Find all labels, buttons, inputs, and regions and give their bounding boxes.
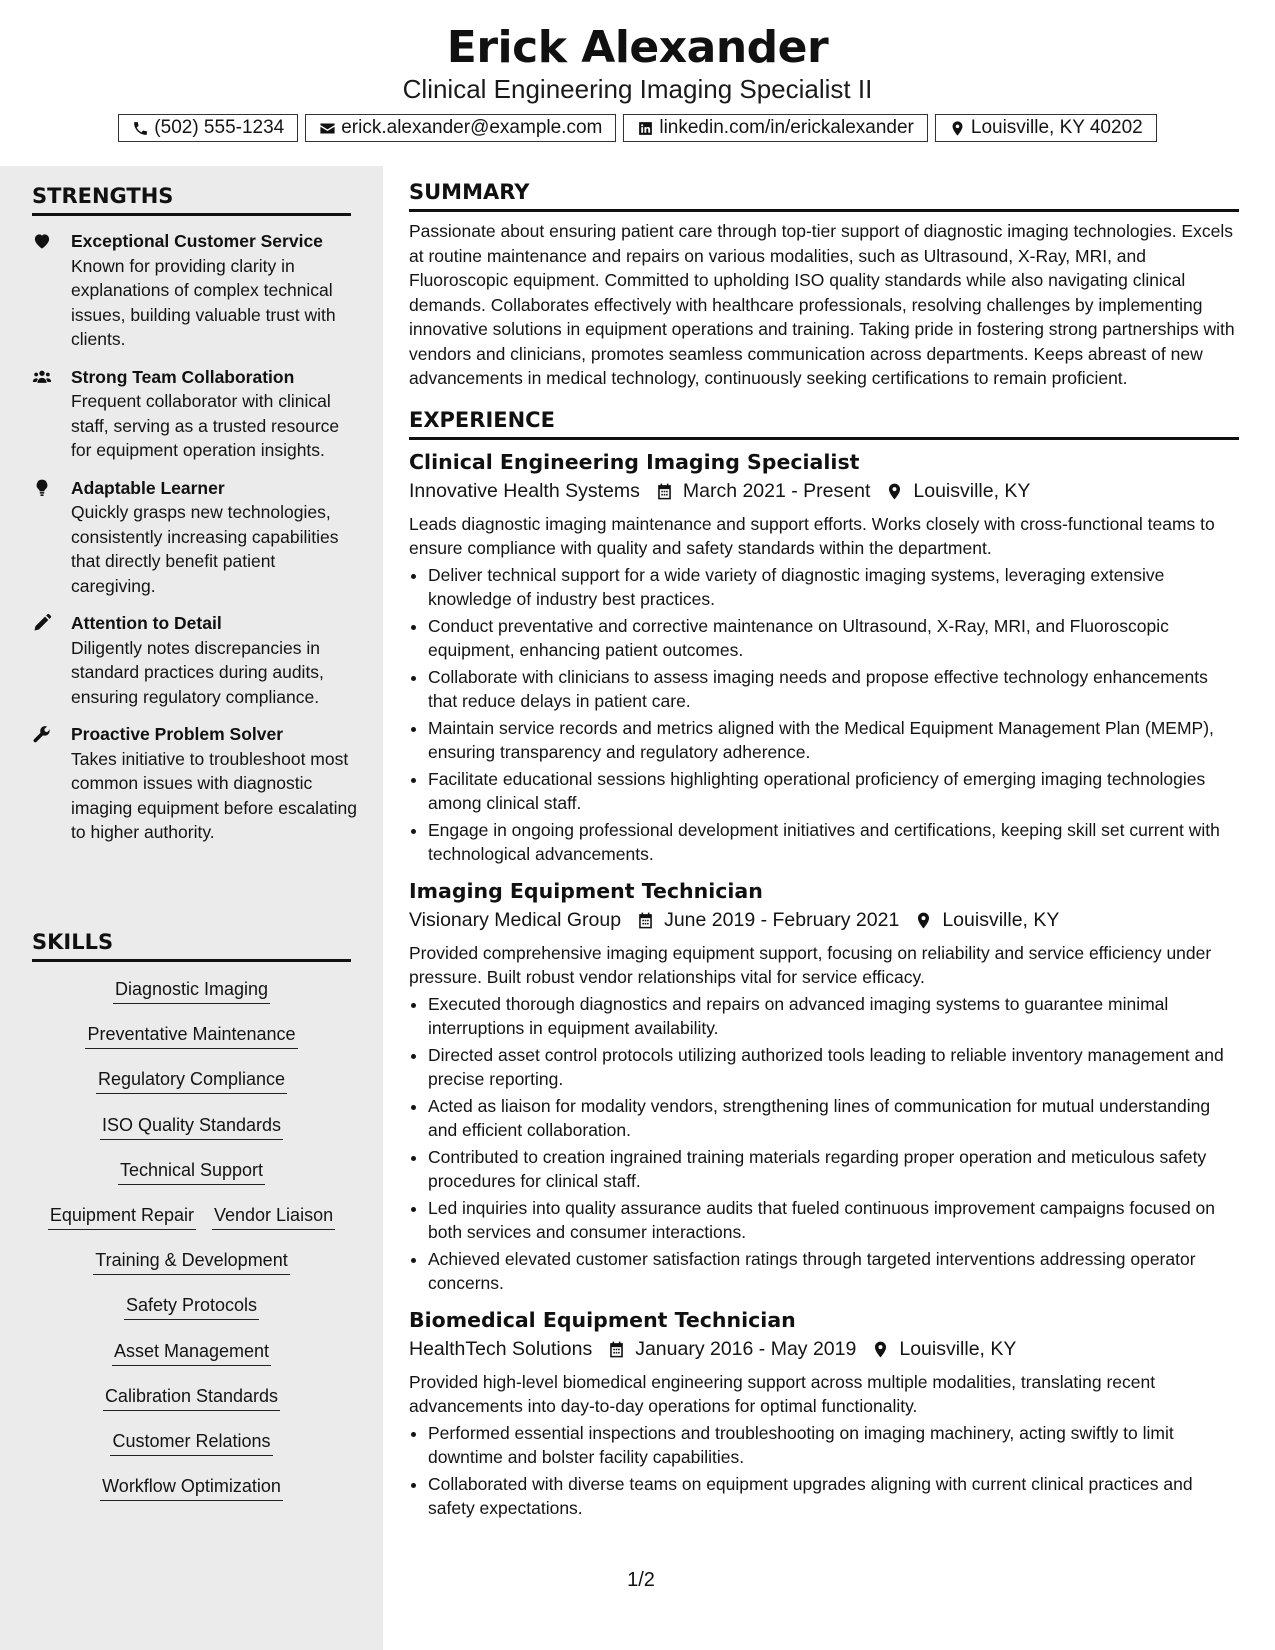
job-entry bbox=[409, 450, 1239, 867]
contact-email-text: erick.alexander@example.com bbox=[341, 117, 603, 138]
job-bullet: • Achieved elevated customer satisfaction ratings through targeted interventions addressing operator concerns. bbox=[428, 1247, 1239, 1296]
pencil-icon bbox=[32, 613, 52, 633]
skills-list bbox=[32, 975, 351, 1517]
strength-text: Diligently notes discrepancies in standard practices during audits, ensuring regulatory compliance. bbox=[71, 637, 324, 707]
contact-bar bbox=[0, 114, 1275, 142]
contact-location-text: Louisville, KY 40202 bbox=[970, 117, 1143, 138]
job-company: Visionary Medical Group bbox=[409, 908, 622, 931]
skill-tag: Training & Development bbox=[93, 1246, 289, 1275]
job-bullet: • Facilitate educational sessions highlighting operational proficiency of emerging imaging technologies among clinical staff. bbox=[428, 767, 1239, 816]
skill-tag: Preventative Maintenance bbox=[85, 1020, 297, 1049]
job-location: Louisville, KY bbox=[899, 1337, 1017, 1360]
contact-phone[interactable] bbox=[118, 114, 298, 142]
strength-text: Known for providing clarity in explanations of complex technical issues, building valuable trust with clients. bbox=[71, 255, 336, 349]
resume-header bbox=[0, 0, 1275, 166]
strength-title: Proactive Problem Solver bbox=[71, 724, 284, 744]
job-bullets bbox=[409, 563, 1239, 867]
linkedin-icon bbox=[637, 120, 654, 137]
calendar-icon bbox=[636, 911, 655, 930]
skill-tag: ISO Quality Standards bbox=[100, 1111, 283, 1140]
skill-tag: Diagnostic Imaging bbox=[113, 975, 270, 1004]
heart-icon bbox=[32, 231, 52, 251]
job-location: Louisville, KY bbox=[913, 479, 1031, 502]
strength-title: Exceptional Customer Service bbox=[71, 231, 323, 251]
job-company: HealthTech Solutions bbox=[409, 1337, 593, 1360]
job-bullet: • Performed essential inspections and troubleshooting on imaging machinery, acting swiftly to limit downtime and bolster facility capabilities. bbox=[428, 1421, 1239, 1470]
strength-text: Frequent collaborator with clinical staff, serving as a trusted resource for equipment operation insights. bbox=[71, 391, 340, 460]
page-number: 1/2 bbox=[627, 1569, 655, 1591]
job-description: Provided comprehensive imaging equipment support, focusing on reliability and service efficiency under pressure. Built robust vendor relationships vital for service efficacy. bbox=[409, 942, 1212, 987]
candidate-title: Clinical Engineering Imaging Specialist II bbox=[402, 74, 873, 104]
map-pin-icon bbox=[949, 120, 966, 137]
skill-tag: Regulatory Compliance bbox=[96, 1065, 287, 1094]
contact-phone-text: (502) 555-1234 bbox=[154, 117, 285, 138]
job-bullet: • Contributed to creation ingrained training materials regarding proper operation and meticulous safety procedures for clinical staff. bbox=[428, 1145, 1239, 1194]
strength-text: Takes initiative to troubleshoot most common issues with diagnostic imaging equipment before escalating to higher authority. bbox=[71, 748, 358, 842]
job-bullet: • Acted as liaison for modality vendors, strengthening lines of communication for mutual understanding and efficient collaboration. bbox=[428, 1094, 1239, 1143]
job-bullet: • Deliver technical support for a wide variety of diagnostic imaging systems, leveraging extensive knowledge of industry best practices. bbox=[428, 563, 1239, 612]
contact-linkedin[interactable] bbox=[623, 114, 928, 142]
skill-tag: Asset Management bbox=[112, 1337, 271, 1366]
job-meta bbox=[409, 1338, 1239, 1361]
job-bullet: • Executed thorough diagnostics and repairs on advanced imaging systems to guarantee minimal interruptions in equipment availability. bbox=[428, 992, 1239, 1041]
skill-tag: Vendor Liaison bbox=[212, 1201, 335, 1230]
skill-tag: Technical Support bbox=[118, 1156, 265, 1185]
job-bullets bbox=[409, 992, 1239, 1296]
main-column bbox=[409, 180, 1239, 1523]
contact-email[interactable] bbox=[305, 114, 616, 142]
strength-title: Adaptable Learner bbox=[71, 477, 225, 498]
job-dates: January 2016 - May 2019 bbox=[635, 1337, 857, 1360]
envelope-icon bbox=[319, 120, 336, 137]
job-company: Innovative Health Systems bbox=[409, 479, 640, 502]
users-icon bbox=[32, 367, 52, 387]
job-entry bbox=[409, 879, 1239, 1296]
skill-tag: Customer Relations bbox=[110, 1427, 272, 1456]
strength-item bbox=[32, 722, 357, 845]
strengths-heading: STRENGTHS bbox=[32, 184, 351, 216]
strength-item bbox=[32, 365, 357, 463]
map-pin-icon bbox=[885, 482, 904, 501]
map-pin-icon bbox=[914, 911, 933, 930]
skill-tag: Workflow Optimization bbox=[100, 1472, 283, 1501]
contact-location bbox=[935, 114, 1157, 142]
job-bullet: • Engage in ongoing professional development initiatives and certifications, keeping skill set current with technological advancements. bbox=[428, 818, 1239, 867]
strength-text: Quickly grasps new technologies, consistently increasing capabilities that directly benefit patient caregiving. bbox=[71, 502, 339, 596]
candidate-name: Erick Alexander bbox=[446, 22, 829, 73]
job-bullets bbox=[409, 1421, 1239, 1521]
strength-title: Attention to Detail bbox=[71, 613, 222, 633]
strength-title: Strong Team Collaboration bbox=[71, 366, 295, 387]
summary-text: Passionate about ensuring patient care through top-tier support of diagnostic imaging technologies. Excels at routine maintenance and repairs on various modalities, such as Ultrasound, X-Ray, MRI, and Fluoroscopic equipment. Committed to upholding ISO quality standards while also navigating clinical demands. Collaborates effectively with healthcare professionals, resolving challenges by implementing innovative solutions in equipment operations and training. Taking pride in fostering strong partnerships with vendors and clinicians, promotes seamless communication across departments. Keeps abreast of new advancements in medical technology, continuously seeking certifications to remain proficient. bbox=[409, 221, 1235, 388]
strength-item bbox=[32, 229, 357, 352]
job-dates: March 2021 - Present bbox=[682, 479, 871, 502]
phone-icon bbox=[132, 120, 149, 137]
job-meta bbox=[409, 909, 1239, 932]
job-title: Clinical Engineering Imaging Specialist bbox=[409, 449, 860, 474]
job-title: Imaging Equipment Technician bbox=[409, 878, 763, 903]
job-location: Louisville, KY bbox=[942, 908, 1060, 931]
wrench-icon bbox=[32, 724, 52, 744]
calendar-icon bbox=[607, 1340, 626, 1359]
summary-heading: SUMMARY bbox=[409, 180, 1239, 212]
job-description: Leads diagnostic imaging maintenance and support efforts. Works closely with cross-functional teams to ensure compliance with quality and safety standards within the department. bbox=[409, 513, 1215, 558]
contact-linkedin-text: linkedin.com/in/erickalexander bbox=[659, 117, 914, 138]
job-entry bbox=[409, 1308, 1239, 1521]
skill-tag: Equipment Repair bbox=[48, 1201, 196, 1230]
strengths-list bbox=[32, 229, 357, 858]
job-bullet: • Conduct preventative and corrective maintenance on Ultrasound, X-Ray, MRI, and Fluoroscopic equipment, enhancing patient outcomes. bbox=[428, 614, 1239, 663]
experience-heading: EXPERIENCE bbox=[409, 408, 1239, 440]
job-meta bbox=[409, 480, 1239, 503]
lightbulb-icon bbox=[32, 478, 52, 498]
skill-tag: Safety Protocols bbox=[124, 1291, 259, 1320]
strength-item bbox=[32, 611, 357, 709]
job-description: Provided high-level biomedical engineering support across multiple modalities, translating recent advancements into day-to-day operations for optimal functionality. bbox=[409, 1371, 1156, 1416]
job-bullet: • Collaborated with diverse teams on equipment upgrades aligning with current clinical practices and safety expectations. bbox=[428, 1472, 1239, 1521]
strength-item bbox=[32, 476, 357, 599]
calendar-icon bbox=[655, 482, 674, 501]
job-bullet: • Led inquiries into quality assurance audits that fueled continuous improvement campaigns focused on both services and consumer interactions. bbox=[428, 1196, 1239, 1245]
job-bullet: • Maintain service records and metrics aligned with the Medical Equipment Management Plan (MEMP), ensuring transparency and regulatory adherence. bbox=[428, 716, 1239, 765]
job-bullet: • Collaborate with clinicians to assess imaging needs and propose effective technology enhancements that reduce delays in patient care. bbox=[428, 665, 1239, 714]
map-pin-icon bbox=[871, 1340, 890, 1359]
job-dates: June 2019 - February 2021 bbox=[664, 908, 900, 931]
skills-heading: SKILLS bbox=[32, 930, 351, 962]
job-bullet: • Directed asset control protocols utilizing authorized tools leading to reliable inventory management and precise reporting. bbox=[428, 1043, 1239, 1092]
skill-tag: Calibration Standards bbox=[103, 1382, 280, 1411]
job-title: Biomedical Equipment Technician bbox=[409, 1307, 796, 1332]
